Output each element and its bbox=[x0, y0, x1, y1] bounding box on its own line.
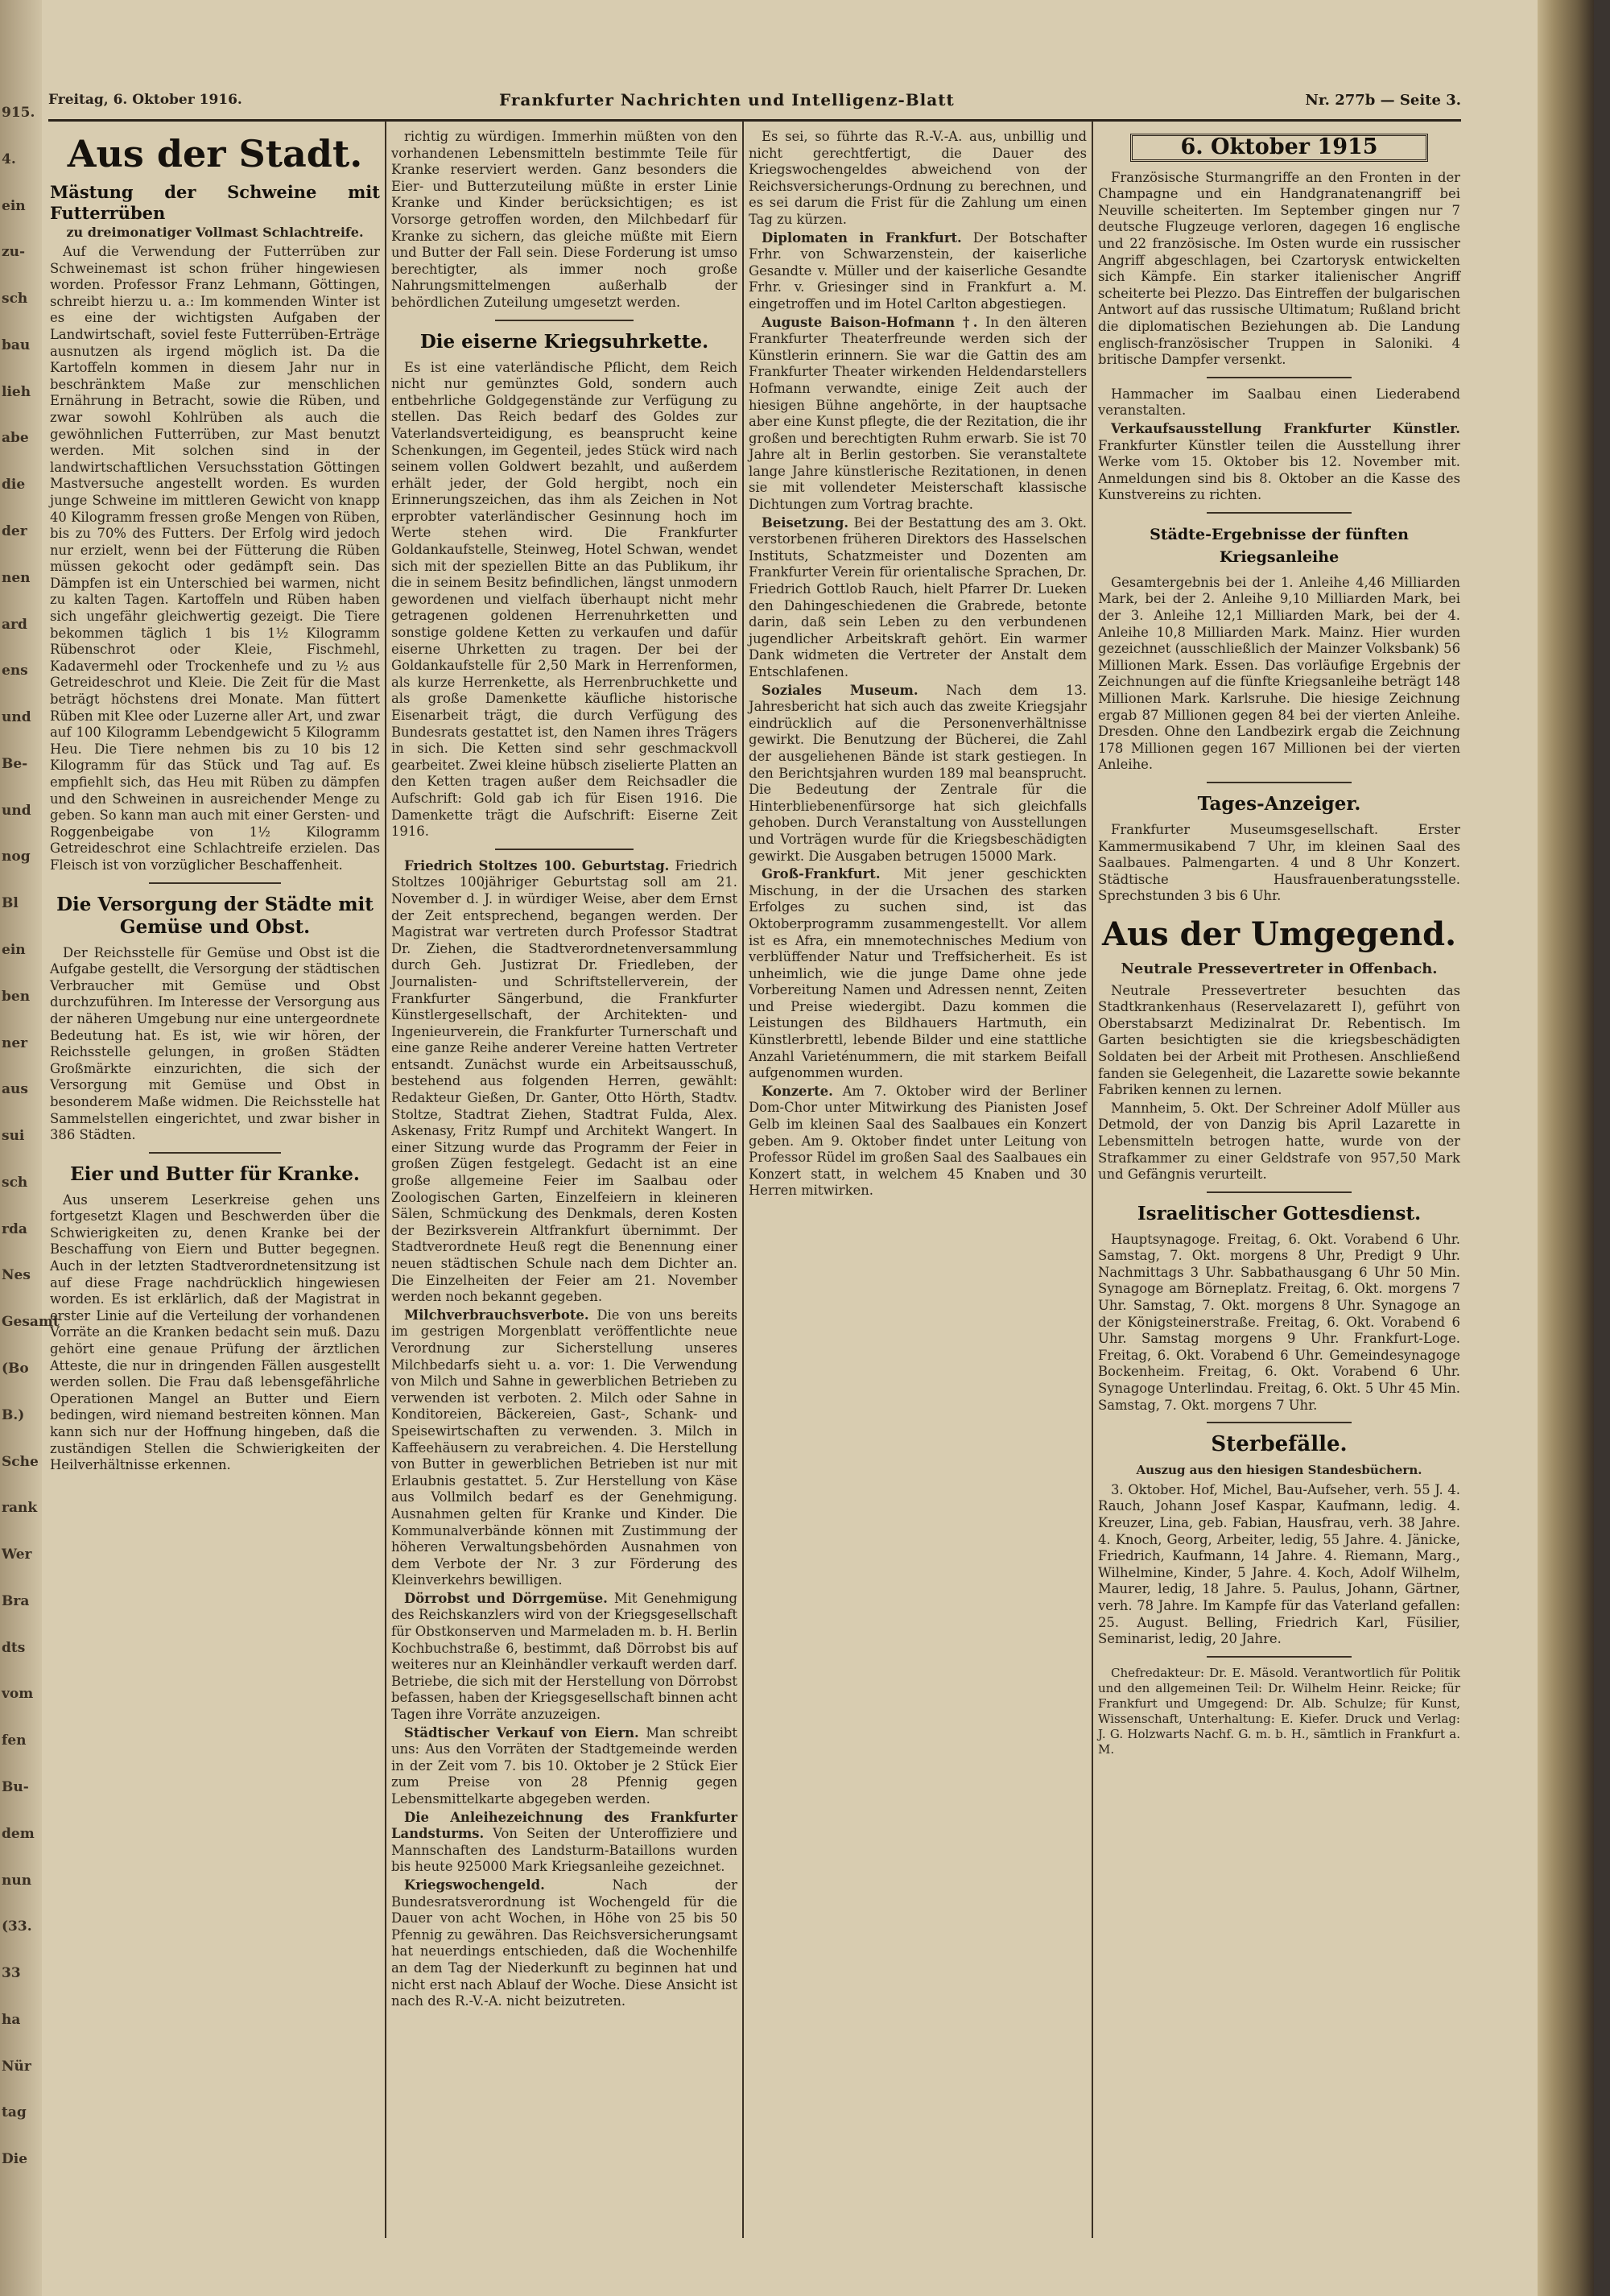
date-box-text: Französische Sturmangriffe an den Fronten in der Champagne und ein Handgranatenangriff bei Neuville scheiterten. Im September gingen nur 7 deutsche Flugzeuge verloren, dagegen 16 englische und 22 französische. Im Osten wurde ein russischer Angriff abgeschlagen, bei Czartorysk entwickelten sich Kämpfe. Ein starker italienischer Angriff scheiterte bei Plezzo. Das Eintreffen der bulgarischen Antwort auf das russische Ultimatum; Rußland bricht die diplomatischen Beziehungen ab. Die Landung englisch-französischer Truppen in Saloniki. 4 britische Dampfer versenkt. bbox=[1098, 169, 1460, 368]
section-title-tagesanzeiger: Tages-Anzeiger. bbox=[1197, 793, 1361, 815]
article-text-eier-butter: Aus unserem Leserkreise gehen uns fortgesetzt Klagen und Beschwerden über die Schwierigkeiten zu, denen Kranke bei der Beschaffung von Eiern und Butter begegnen. Auch in der letzten Stadtverordnetensitzung ist auf diese Frage nachdrücklich hingewiesen worden. Es ist erklärlich, daß der Magistrat in erster Linie auf die Verteilung der vorhandenen Vorräte an die Kranken bedacht sein muß. Dazu gehört eine genaue Prüfung der ärztlichen Atteste, die nur in dringenden Fällen ausgestellt werden sollen. Die Frau daß lebensgefährliche Operationen Mangel an Butter und Eiern bedingen, wird niemand bestreiten können. Man kann sich nur der Hoffnung hingeben, daß die zuständigen Stellen die Schwierigkeiten der Heilverhältnisse erkennen. bbox=[50, 1191, 380, 1473]
section-title-umgegend: Aus der Umgegend. bbox=[1102, 915, 1456, 953]
previous-page-fragment: ha bbox=[2, 2012, 21, 2028]
article-lead-baison: Auguste Baison-Hofmann †. bbox=[762, 314, 978, 330]
previous-page-fragment: zu- bbox=[2, 244, 26, 260]
previous-page-fragment: Be- bbox=[2, 756, 28, 772]
article-text-schweinemast: Auf die Verwendung der Futterrüben zur Schweinemast ist schon früher hingewiesen worden. Professor Franz Lehmann, Göttingen, schreibt hierzu u. a.: Im kommenden Winter ist es eine der wichtigsten Aufgaben der Landwirtschaft, soviel feste Futterrüben-Erträge ausnutzen als irgend möglich ist. Da die Kartoffeln kommen in diesem Jahr nur in beschränktem Maße zur menschlichen Ernährung in Betracht, sowie die Rüben, und zwar sowohl Kohlrüben als auch die gewöhnlichen Futterrüben, zur Mast benutzt werden. Mit solchen sind in der landwirtschaftlichen Versuchsstation Göttingen Mastversuche angestellt worden. Es wurden junge Schweine im mittleren Gewicht von knapp 40 Kilogramm fressen große Mengen von Rüben, bis zu 70% des Futters. Der Erfolg wird jedoch nur erzielt, wenn bei der Fütterung die Rüben müssen gekocht oder gedämpft sein. Das Dämpfen ist ein Unterschied bei warmen, nicht zu kalten Tagen. Kartoffeln und Rüben haben sich ungefähr gleichwertig gezeigt. Die Tiere bekommen täglich 1 bis 1½ Kilogramm Rübenschrot oder Kleie, Fischmehl, Kadavermehl oder Trockenhefe und zu ½ aus Getreideschrot und Kleie. Die Zeit für die Mast beträgt höchstens drei Monate. Man füttert Rüben mit Klee oder Luzerne aller Art, und zwar auf 100 Kilogramm Lebendgewicht 5 Kilogramm Heu. Die Tiere nehmen bis zu 10 bis 12 Kilogramm für das Stück und Tag auf. Es empfiehlt sich, das Heu mit Rüben zu dämpfen und den Schweinen in ausreichender Menge zu geben. So kann man auch mit einer Gersten- und Roggenbeigabe von 1½ Kilogramm Getreideschrot eine Schlachtreife erzielen. Das Fleisch ist von vorzüglicher Beschaffenheit. bbox=[50, 244, 380, 873]
previous-page-fragment: ard bbox=[2, 617, 27, 633]
previous-page-fragment: Nes bbox=[2, 1267, 31, 1283]
umgegend-subtitle: Neutrale Pressevertreter in Offenbach. bbox=[1121, 960, 1438, 977]
column-1 bbox=[50, 129, 380, 2222]
article-lead-beisetzung: Beisetzung. bbox=[762, 514, 849, 531]
previous-page-fragment: Bu- bbox=[2, 1779, 29, 1795]
notice-text-kuenstler: Frankfurter Künstler teilen die Ausstellung ihrer Werke vom 15. Oktober bis 12. November mit. Anmeldungen sind bis 8. Oktober an die Kasse des Kunstvereins zu richten. bbox=[1098, 437, 1460, 503]
article-text-eierverkauf: Man schreibt uns: Aus den Vorräten der Stadtgemeinde werden in der Zeit vom 7. bis 10. Oktober je 2 Stück Eier zum Preise von 28 Pfennig gegen Lebensmittelkarte abgegeben werden. bbox=[391, 1724, 738, 1807]
previous-page-fragment: (33. bbox=[2, 1918, 32, 1935]
previous-page-fragment: Wer bbox=[2, 1546, 32, 1563]
article-text-gross-frankfurt: Mit jener geschickten Mischung, in der die Ursachen des starken Erfolges zu suchen sind, ist das Oktoberprogramm zusammengestellt. Vor allem ist es Afra, ein mnemotechnisches Medium von verblüffender Natur und Treffsicherheit. Es ist unheimlich, wie die junge Dame ohne jede Vorbereitung Namen und Adressen nennt, Zeiten und Preise wiedergibt. Dazu kommen die Leistungen des Bildhauers Hartmuth, ein Künstlerbrettl, lebende Bilder und eine stattliche Anzahl Varieténummern, die mit starkem Beifall aufgenommen wurden. bbox=[749, 866, 1087, 1081]
divider bbox=[1207, 1656, 1352, 1658]
previous-page-fragment: tag bbox=[2, 2104, 27, 2120]
divider bbox=[1207, 782, 1352, 783]
section-title-gottesdienst: Israelitischer Gottesdienst. bbox=[1137, 1202, 1422, 1224]
column-3 bbox=[749, 129, 1087, 2222]
divider bbox=[1207, 1191, 1352, 1193]
umgegend-text-2: Mannheim, 5. Okt. Der Schreiner Adolf Müller aus Detmold, der von Danzig bis April Lazarette in Lebensmitteln betrogen hatte, wurde von der Strafkammer zu einer Geldstrafe von 957,50 Mark und Gefängnis verurteilt. bbox=[1098, 1100, 1460, 1183]
section-title-kriegsanleihe: Städte-Ergebnisse der fünften Kriegsanleihe bbox=[1150, 525, 1409, 566]
previous-page-fragment: aus bbox=[2, 1081, 28, 1097]
date-box-1915: 6. Oktober 1915 bbox=[1130, 134, 1428, 162]
previous-page-fragment: rda bbox=[2, 1221, 27, 1237]
previous-page-fragment: 33 bbox=[2, 1965, 21, 1981]
article-lead-doerrobst: Dörrobst und Dörrgemüse. bbox=[404, 1590, 608, 1606]
previous-page-fragment: und bbox=[2, 709, 31, 725]
previous-page-fragment: rank bbox=[2, 1500, 38, 1516]
article-text-wochengeld: Nach der Bundesratsverordnung ist Wochengeld für die Dauer von acht Wochen, in Höhe von 25 bis 50 Pfennig zu gewähren. Das Reichsversicherungsamt hat neuerdings entschieden, daß die Wochenhilfe an dem Tag der Niederkunft zu beginnen hat und nicht erst nach Ablauf der Woche. Diese Ansicht ist nach des R.-V.-A. nicht beizutreten. bbox=[391, 1877, 737, 2009]
article-text-diplomaten: Der Botschafter Frhr. von Schwarzenstein, der kaiserliche Gesandte v. Müller und der kaiserliche Gesandte Frhr. v. Griesinger sind in Frankfurt a. M. eingetroffen und im Hotel Carlton abgestiegen. bbox=[749, 229, 1087, 312]
article-lead-stoltze: Friedrich Stoltzes 100. Geburtstag. bbox=[404, 857, 670, 873]
article-text-museum: Nach dem 13. Jahresbericht hat sich auch das zweite Kriegsjahr eindrücklich auf die Personenverhältnisse gewirkt. Die Benutzung der Bücherei, die Zahl der ausgeliehenen Bände ist stark gestiegen. In den Berichtsjahren wurden 189 mal beansprucht. Die Bedeutung der Zentrale für die Hinterbliebenenfürsorge hat sich gleichfalls gehoben. Durch Veranstaltung von Ausstellungen und Vorträgen wurde für die Kriegsbeschädigten gewirkt. Die Ausgaben betrugen 15000 Mark. bbox=[749, 682, 1087, 864]
previous-page-fragment: und bbox=[2, 803, 31, 819]
previous-page-fragment: Bra bbox=[2, 1593, 30, 1609]
article-title-versorgung: Die Versorgung der Städte mit Gemüse und Obst. bbox=[56, 893, 374, 938]
article-subtitle-schweinemast: zu dreimonatiger Vollmast Schlachtreife. bbox=[66, 225, 364, 240]
previous-page-fragment: der bbox=[2, 523, 27, 539]
previous-page-fragment: fen bbox=[2, 1732, 27, 1749]
divider bbox=[495, 849, 634, 850]
divider bbox=[1207, 1422, 1352, 1423]
sterbefaelle-text: 3. Oktober. Hof, Michel, Bau-Aufseher, verh. 55 J. 4. Rauch, Johann Josef Kaspar, Kaufmann, ledig. 4. Kreuzer, Lina, geb. Fabian, Hausfrau, verh. 38 Jahre. 4. Knoch, Georg, Arbeiter, ledig, 55 Jahre. 4. Jänicke, Friedrich, Kaufmann, 14 Jahre. 4. Riemann, Marg., Wilhelmine, Kinder, 5 Jahre. 4. Koch, Adolf Wilhelm, Maurer, ledig, 18 Jahre. 5. Paulus, Johann, Gärtner, verh. 78 Jahre. Im Kampfe für das Vaterland gefallen: 25. August. Belling, Friedrich Karl, Füsilier, Seminarist, ledig, 20 Jahre. bbox=[1098, 1481, 1460, 1647]
previous-page-fragment: dts bbox=[2, 1640, 26, 1656]
previous-page-fragment: ein bbox=[2, 942, 26, 958]
article-lead-museum: Soziales Museum. bbox=[762, 682, 919, 698]
divider bbox=[1207, 512, 1352, 514]
previous-page-fragment: bau bbox=[2, 337, 31, 353]
previous-page-fragment: 915. bbox=[2, 105, 35, 121]
article-text-baison: In den älteren Frankfurter Theaterfreunde werden sich der Künstlerin erinnern. Sie war die Gattin des am Frankfurter Theater wirkenden Heldendarstellers Hofmann verwandte, einige Zeit auch der hiesigen Bühne angehörte, in der hauptsache aber eine Kunst pflegte, die der Rezitation, die ihr großen und berechtigten Ruhm erwarb. Sie ist 70 Jahre alt in Berlin gestorben. Sie veranstaltete lange Jahre künstlerische Rezitationen, in denen sie mit vollendeter Meisterschaft klassische Dichtungen zum Vortrag brachte. bbox=[749, 314, 1087, 513]
previous-page-fragment: ben bbox=[2, 989, 31, 1005]
header-date: Freitag, 6. Oktober 1916. bbox=[48, 92, 242, 108]
previous-page-fragment: die bbox=[2, 477, 26, 493]
previous-page-fragment: vom bbox=[2, 1686, 34, 1702]
notice-lead-kuenstler: Verkaufsausstellung Frankfurter Künstler. bbox=[1111, 420, 1460, 436]
notice-liederabend: Hammacher im Saalbau einen Liederabend veranstalten. bbox=[1098, 386, 1460, 419]
divider bbox=[1207, 377, 1352, 378]
column-rule bbox=[742, 121, 744, 2238]
sterbefaelle-subtitle: Auszug aus den hiesigen Standesbüchern. bbox=[1136, 1463, 1422, 1478]
umgegend-text: Neutrale Pressevertreter besuchten das Stadtkrankenhaus (Reservelazarett I), geführt von Oberstabsarzt Medizinalrat Dr. Rebentisch. Im Garten besichtigten sie die kriegsbeschädigten Soldaten bei der Arbeit mit Prothesen. Anschließend fanden sie Gelegenheit, die Lazarette sowie bekannte Fabriken kennen zu lernen. bbox=[1098, 982, 1460, 1098]
page-number: Nr. 277b — Seite 3. bbox=[1305, 92, 1461, 109]
previous-page-fragment: sch bbox=[2, 1175, 28, 1191]
article-text-intro-col3: Es sei, so führte das R.-V.-A. aus, unbillig und nicht gerechtfertigt, die Dauer des Kriegswochengeldes abweichend von der Reichsversicherungs-Ordnung zu berechnen, und es sei darum die Frist für die Zahlung um einen Tag zu kürzen. bbox=[749, 129, 1087, 227]
article-lead-wochengeld: Kriegswochengeld. bbox=[404, 1877, 545, 1893]
article-text-landsturm: Von Seiten der Unteroffiziere und Mannschaften des Landsturm-Bataillons wurden bis heute 925000 Mark Kriegsanleihe gezeichnet. bbox=[391, 1826, 737, 1875]
article-title-eier-butter: Eier und Butter für Kranke. bbox=[70, 1162, 360, 1185]
previous-page-fragment: (Bo bbox=[2, 1361, 29, 1377]
article-text-beisetzung: Bei der Bestattung des am 3. Okt. verstorbenen früheren Direktors des Hasselschen Instituts, Schatzmeister und Dozenten am Frankfurter Verein für orientalische Sprachen, Dr. Friedrich Gottlob Rauch, hielt Pfarrer Dr. Lueken den Dahingeschiedenen die Grabrede, betonte darin, daß sein Leben zu den verbundenen jugendlicher Arbeitskraft gehört. Ein warmer Dank widmeten die Vertreter der Anstalt dem Entschlafenen. bbox=[749, 514, 1087, 679]
previous-page-fragment: Die bbox=[2, 2151, 28, 2167]
book-binding-edge bbox=[1538, 0, 1594, 2296]
previous-page-fragment: abe bbox=[2, 430, 29, 446]
newspaper-title: Frankfurter Nachrichten und Intelligenz-Blatt bbox=[499, 90, 955, 109]
previous-page-fragment: Bl bbox=[2, 895, 19, 911]
article-lead-gross-frankfurt: Groß-Frankfurt. bbox=[762, 866, 881, 882]
previous-page-fragment: nun bbox=[2, 1873, 32, 1889]
article-lead-milch: Milchverbrauchsverbote. bbox=[404, 1307, 589, 1323]
gottesdienst-text: Hauptsynagoge. Freitag, 6. Okt. Vorabend 6 Uhr. Samstag, 7. Okt. morgens 8 Uhr, Predigt 9 Uhr. Nachmittags 3 Uhr. Sabbathausgang 6 Uhr 50 Min. Synagoge am Börneplatz. Freitag, 6. Okt. morgens 7 Uhr. Samstag, 7. Okt. morgens 8 Uhr. Synagoge an der Königsteinerstraße. Freitag, 6. Okt. Vorabend 6 Uhr. Samstag morgens 9 Uhr. Frankfurt-Loge. Freitag, 6. Okt. Vorabend 6 Uhr. Gemeindesynagoge Bockenheim. Freitag, 6. Okt. Vorabend 6 Uhr. Synagoge Unterlindau. Freitag, 6. Okt. 5 Uhr 45 Min. Samstag, 7. Okt. morgens 7 Uhr. bbox=[1098, 1231, 1460, 1413]
previous-page-fragment: nen bbox=[2, 570, 31, 586]
previous-page-fragment: sui bbox=[2, 1128, 25, 1144]
page-header bbox=[48, 87, 1461, 122]
article-lead-eierverkauf: Städtischer Verkauf von Eiern. bbox=[404, 1724, 639, 1741]
previous-page-edge bbox=[0, 0, 60, 2296]
column-4 bbox=[1098, 129, 1460, 2222]
previous-page-fragment: sch bbox=[2, 291, 28, 307]
tagesanzeiger-text: Frankfurter Museumsgesellschaft. Erster Kammermusikabend 7 Uhr, im kleinen Saal des Saalbaues. Palmengarten. 4 und 8 Uhr Konzert. Städtische Hausfrauenberatungsstelle. Sprechstunden 3 bis 6 Uhr. bbox=[1098, 822, 1460, 904]
article-text-milch: Die von uns bereits im gestrigen Morgenblatt veröffentlichte neue Verordnung zur Sicherstellung unseres Milchbedarfs sieht u. a. vor: 1. Die Verwendung von Milch und Sahne in gewerblichen Betrieben zu verwenden ist verboten. 2. Milch oder Sahne in Konditoreien, Bäckereien, Gast-, Schank- und Speisewirtschaften zu verwenden. 3. Milch in Kaffeehäusern zu verabreichen. 4. Die Herstellung von Butter in gewerblichen Betrieben ist nur mit Erlaubnis gestattet. 5. Zur Herstellung von Käse aus Vollmilch bedarf es der Genehmigung. Ausnahmen gelten für Kranke und Kinder. Die Kommunalverbände können mit Zustimmung der höheren Verwaltungsbehörden Ausnahmen von dem Verbote der Nr. 3 zur Förderung des Kleinverkehrs bewilligen. bbox=[391, 1307, 738, 1588]
divider bbox=[149, 882, 281, 884]
article-text-doerrobst: Mit Genehmigung des Reichskanzlers wird von der Kriegsgesellschaft für Obstkonserven und Marmeladen m. b. H. Berlin Kochbuchstraße 6, bestimmt, daß Dörrobst bis auf weiteres nur an Kleinhändler verkauft werden darf. Betriebe, die sich mit der Herstellung von Dörrobst befassen, haben der Kriegsgesellschaft binnen acht Tagen ihre Vorräte anzuzeigen. bbox=[391, 1590, 737, 1723]
article-title-kriegsuhrkette: Die eiserne Kriegsuhrkette. bbox=[419, 330, 709, 353]
previous-page-fragment: 4. bbox=[2, 151, 16, 167]
previous-page-fragment: ner bbox=[2, 1035, 28, 1051]
divider bbox=[495, 320, 634, 321]
section-title-aus-der-stadt: Aus der Stadt. bbox=[67, 132, 363, 176]
kriegsanleihe-results: Gesamtergebnis bei der 1. Anleihe 4,46 Milliarden Mark, bei der 2. Anleihe 9,10 Milliarden Mark, bei der 3. Anleihe 12,1 Milliarden Mark, bei der 4. Anleihe 10,8 Milliarden Mark. Mainz. Hier wurden gezeichnet (ausschließlich der Mainzer Volksbank) 56 Millionen Mark. Essen. Das vorläufige Ergebnis der Zeichnungen auf die fünfte Kriegsanleihe beträgt 148 Millionen Mark. Karlsruhe. Die hiesige Zeichnung ergab 87 Millionen gegen 84 bei der vierten Anleihe. Dresden. Ohne den Landbezirk ergab die Zeichnung 178 Millionen gegen 167 Millionen bei der vierten Anleihe. bbox=[1098, 574, 1460, 773]
section-title-sterbefaelle: Sterbefälle. bbox=[1211, 1432, 1348, 1457]
article-text-konzerte: Am 7. Oktober wird der Berliner Dom-Chor unter Mitwirkung des Pianisten Josef Gelb im kleinen Saal des Saalbaues ein Konzert geben. Am 9. Oktober findet unter Leitung von Professor Rüdel im großen Saal des Saalbaues ein Konzert statt, in welchem 45 Knaben und 30 Herren mitwirken. bbox=[749, 1083, 1088, 1199]
previous-page-fragment: lieh bbox=[2, 384, 31, 400]
previous-page-fragment: Gesamt bbox=[2, 1314, 60, 1330]
previous-page-fragment: Sche bbox=[2, 1454, 39, 1470]
article-lead-diplomaten: Diplomaten in Frankfurt. bbox=[762, 229, 962, 246]
column-2 bbox=[391, 129, 737, 2222]
divider bbox=[149, 1152, 281, 1154]
article-lead-landsturm: Die Anleihezeichnung des Frankfurter Landsturms. bbox=[391, 1809, 737, 1842]
previous-page-fragment: Nür bbox=[2, 2059, 31, 2075]
imprint-text: Chefredakteur: Dr. E. Mäsold. Verantwortlich für Politik und den allgemeinen Teil: Dr. Wilhelm Heinr. Reicke; für Frankfurt und Umgegend: Dr. Alb. Schulze; für Kunst, Wissenschaft, Unterhaltung: E. Kiefer. Druck und Verlag: J. G. Holzwarts Nachf. G. m. b. H., sämtlich in Frankfurt a. M. bbox=[1098, 1665, 1460, 1757]
column-rule bbox=[385, 121, 386, 2238]
previous-page-fragment: dem bbox=[2, 1826, 35, 1842]
previous-page-fragment: ens bbox=[2, 663, 28, 679]
article-lead-konzerte: Konzerte. bbox=[762, 1083, 833, 1099]
previous-page-fragment: B.) bbox=[2, 1407, 25, 1423]
article-title-schweinemast: Mästung der Schweine mit Futterrüben bbox=[50, 182, 380, 223]
previous-page-fragment: ein bbox=[2, 198, 26, 214]
article-text-versorgung: Der Reichsstelle für Gemüse und Obst ist die Aufgabe gestellt, die Versorgung der städtischen Verbraucher mit Gemüse und Obst durchzuführen. Im Interesse der Versorgung aus der näheren Umgebung nur eine untergeordnete Bedeutung hat. Es ist, wie wir hören, der Reichsstelle gelungen, in großen Städten Großmärkte einzurichten, die sich der Versorgung mit Gemüse und Obst in besonderem Maße widmen. Die Reichsstelle hat Sammelstellen eingerichtet, und zwar bisher in 386 Städten. bbox=[50, 944, 380, 1143]
article-text-kriegsuhrkette: Es ist eine vaterländische Pflicht, dem Reich nicht nur gemünztes Gold, sondern auch entbehrliche Goldgegenstände zur Verfügung zu stellen. Das Reich bedarf des Goldes zur Vaterlandsverteidigung, es beansprucht keine Schenkungen, im Gegenteil, jedes Stück wird nach seinem vollen Goldwert bezahlt, und außerdem erhält jeder, der Gold hergibt, noch ein Erinnerungszeichen, das ihm als Zeichen in Not erprobter vaterländischer Gesinnung hoch im Werte stehen wird. Die Frankfurter Goldankaufstelle, Steinweg, Hotel Schwan, wendet sich mit der speziellen Bitte an das Publikum, ihr die in seinem Besitz befindlichen, längst unmodern gewordenen und vielfach überhaupt nicht mehr getragenen goldenen Herrenuhrketten und sonstige goldene Ketten zu verkaufen und dafür eiserne Uhrketten zu tragen. Der bei der Goldankaufstelle für 2,50 Mark in Herrenformen, als kurze Herrenkette, als Herrenbruchkette und als große Damenkette käufliche historische Eisenarbeit trägt, die durch Verfügung des Bundesrats gestattet ist, den Namen ihres Trägers in sich. Die Ketten sind sehr geschmackvoll gearbeitet. Zwei kleine hübsch ziselierte Platten an den Ketten tragen außer dem Reichsadler die Aufschrift: Gold gab ich für Eisen 1916. Die Damenkette trägt die Aufschrift: Eiserne Zeit 1916. bbox=[391, 359, 737, 840]
article-text-intro-col2: richtig zu würdigen. Immerhin müßten von den vorhandenen Lebensmitteln bestimmte Teile für Kranke reserviert werden. Ganz besonders die Eier- und Butterzuteilung müßte in erster Linie Kranke und Kinder berücksichtigen; es ist Vorsorge getroffen worden, den Milchbedarf für Kranke zu sichern, das gleiche müßte mit Eiern und Butter der Fall sein. Diese Forderung ist umso berechtigter, als immer noch große Nahrungsmittelmengen außerhalb der behördlichen Zuteilung umgesetzt werden. bbox=[391, 129, 737, 310]
column-rule bbox=[1092, 121, 1093, 2238]
article-text-stoltze: Friedrich Stoltzes 100jähriger Geburtstag soll am 21. November d. J. in würdiger Weise, aber dem Ernst der Zeit entsprechend, begangen werden. Der Magistrat war vertreten durch Professor Stadtrat Dr. Ziehen, die Stadtverordnetenversammlung durch Geh. Justizrat Dr. Friedleben, der Journalisten- und Schriftstellerverein, der Frankfurter Sängerbund, die Frankfurter Künstlergesellschaft, der Architekten- und Ingenieurverein, die Frankfurter Turnerschaft und eine ganze Reihe anderer Vereine hatten Vertreter entsandt. Zunächst wurde ein Arbeitsausschuß, bestehend aus folgenden Herren, gewählt: Redakteur Gießen, Dr. Ganter, Otto Hörth, Stadtv. Stoltze, Stadtrat Ziehen, Stadtrat Fulda, Alex. Askenasy, Fritz Rumpf und Architekt Wangert. In einer Sitzung wurde das Programm der Feier in großen Zügen festgelegt. Gedacht ist an eine große allgemeine Feier im Saalbau oder Zoologischen Garten, Einzelfeiern in kleineren Sälen, Schmückung des Denkmals, deren Kosten der Bezirksverein Altfrankfurt übernimmt. Der Stadtverordnete Heuß regt die Benennung einer neuen städtischen Schule nach dem Dichter an. Die Einzelheiten der Feier am 21. November werden noch bekannt gegeben. bbox=[391, 857, 737, 1305]
previous-page-fragment: nog bbox=[2, 849, 31, 865]
